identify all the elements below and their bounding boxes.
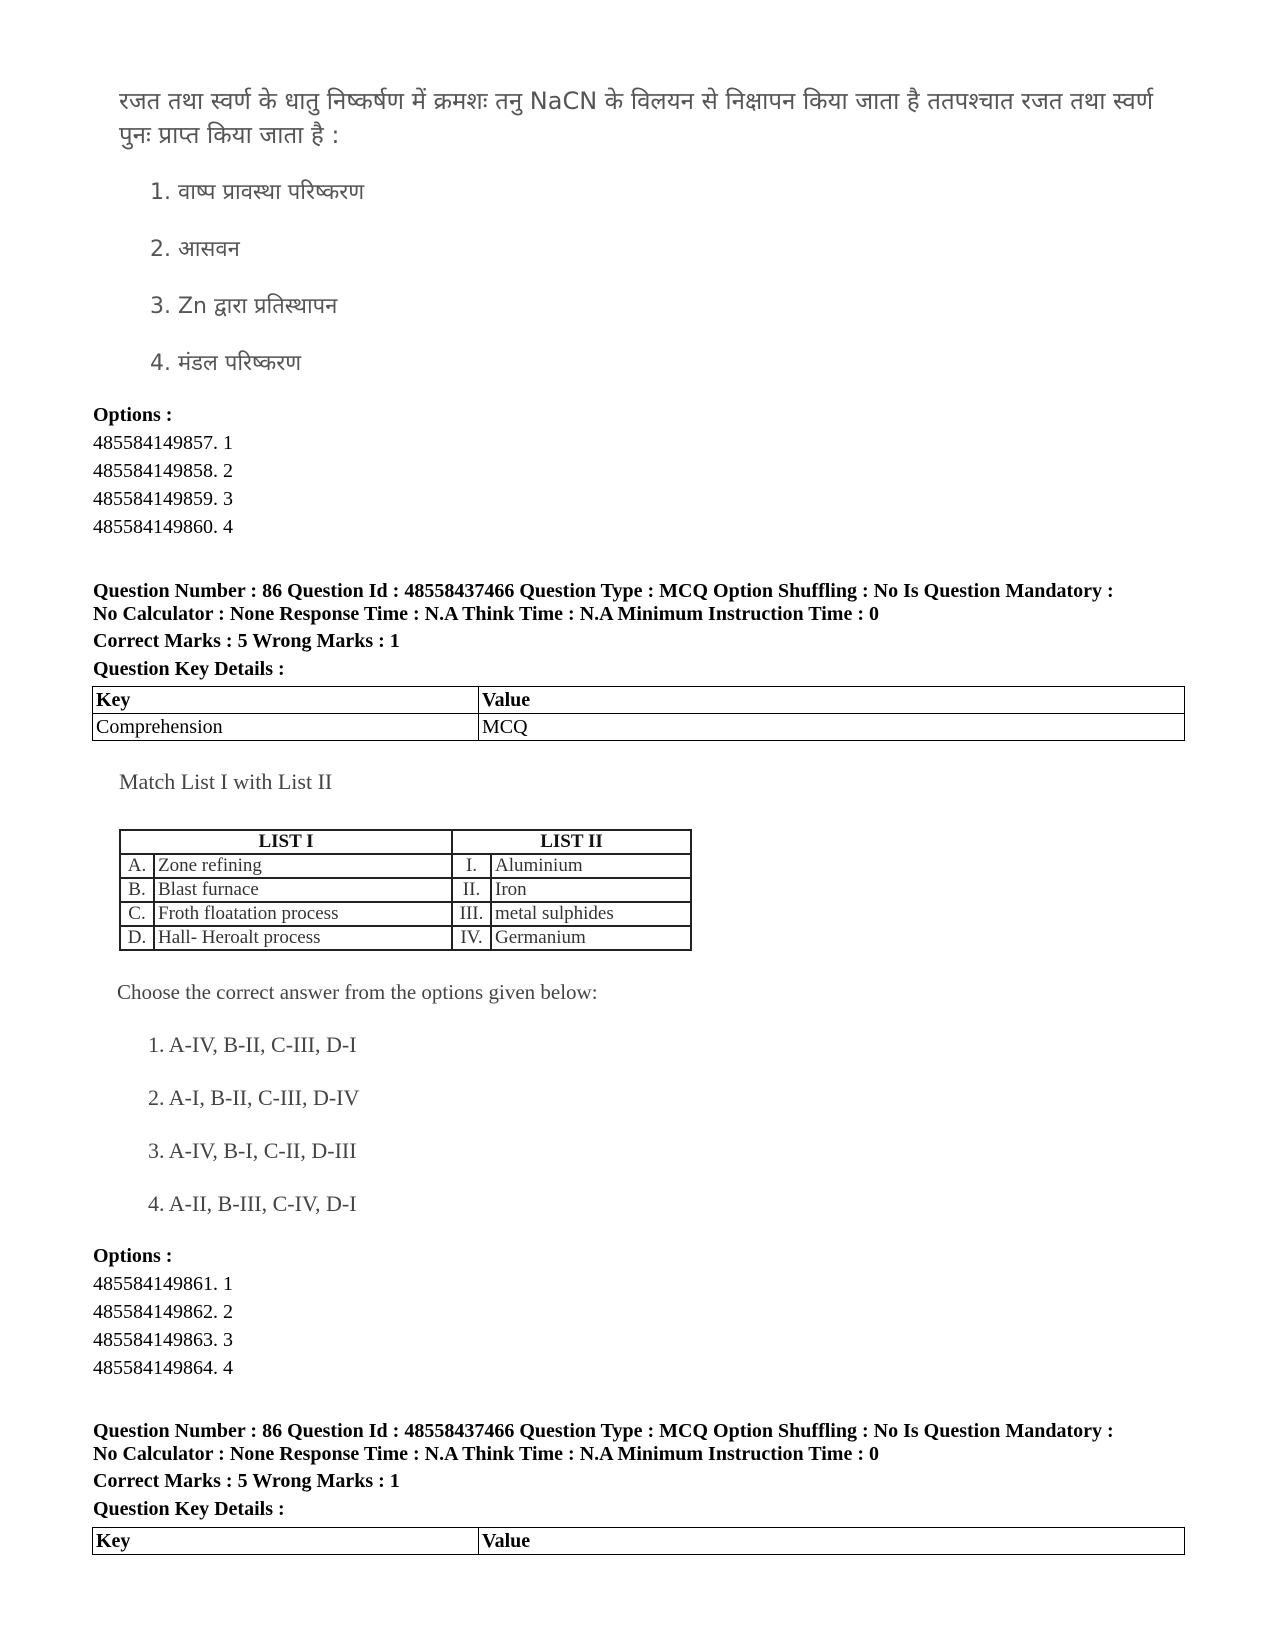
- option-id-line: 485584149858. 2: [93, 460, 233, 482]
- match-cell: metal sulphides: [491, 902, 691, 926]
- table-row: [93, 714, 1185, 741]
- table-header-value: Value: [479, 687, 1185, 714]
- match-row: [120, 902, 691, 926]
- key-details-label: Question Key Details :: [93, 658, 285, 680]
- option-id-line: 485584149860. 4: [93, 516, 233, 538]
- match-cell: Aluminium: [491, 854, 691, 878]
- match-cell: Germanium: [491, 926, 691, 950]
- table-header-row: [93, 1528, 1185, 1555]
- match-cell: I.: [452, 854, 491, 878]
- match-option-3: 3. A-IV, B-I, C-II, D-III: [148, 1138, 357, 1163]
- match-row: [120, 926, 691, 950]
- match-cell: Blast furnace: [154, 878, 452, 902]
- table-header-row: [93, 687, 1185, 714]
- table-header-key: Key: [93, 1528, 479, 1555]
- match-cell: II.: [452, 878, 491, 902]
- list-2-header: LIST II: [452, 830, 691, 854]
- options-label: Options :: [93, 404, 173, 426]
- match-cell: III.: [452, 902, 491, 926]
- match-option-2: 2. A-I, B-II, C-III, D-IV: [148, 1085, 360, 1110]
- match-cell: Iron: [491, 878, 691, 902]
- option-id-line: 485584149859. 3: [93, 488, 233, 510]
- question-meta-line-2: No Calculator : None Response Time : N.A Think Time : N.A Minimum Instruction Time : 0: [93, 1443, 879, 1465]
- hindi-option-4: 4. मंडल परिष्करण: [150, 351, 302, 376]
- hindi-option-3: 3. Zn द्वारा प्रतिस्थापन: [150, 294, 338, 319]
- match-cell: C.: [120, 902, 154, 926]
- match-cell: Hall- Heroalt process: [154, 926, 452, 950]
- hindi-option-2: 2. आसवन: [150, 237, 240, 262]
- question-meta: [93, 1420, 1203, 1466]
- option-id-line: 485584149862. 2: [93, 1301, 233, 1323]
- option-id-line: 485584149863. 3: [93, 1329, 233, 1351]
- option-id-line: 485584149857. 1: [93, 432, 233, 454]
- match-cell: A.: [120, 854, 154, 878]
- question-meta-line-1: Question Number : 86 Question Id : 48558437466 Question Type : MCQ Option Shuffling : No Is Question Mandatory :: [93, 1420, 1114, 1442]
- match-cell: B.: [120, 878, 154, 902]
- match-cell: D.: [120, 926, 154, 950]
- match-list-table: [119, 829, 692, 951]
- match-option-4: 4. A-II, B-III, C-IV, D-I: [148, 1191, 357, 1216]
- option-id-line: 485584149864. 4: [93, 1357, 233, 1379]
- match-option-1: 1. A-IV, B-II, C-III, D-I: [148, 1032, 357, 1057]
- match-cell: IV.: [452, 926, 491, 950]
- match-title: Match List I with List II: [119, 769, 333, 794]
- table-cell: Comprehension: [93, 714, 479, 741]
- match-row: [120, 878, 691, 902]
- hindi-option-1: 1. वाष्प प्रावस्था परिष्करण: [150, 180, 365, 205]
- table-cell: MCQ: [479, 714, 1185, 741]
- choose-instruction: Choose the correct answer from the options given below:: [117, 980, 598, 1004]
- marks-line: Correct Marks : 5 Wrong Marks : 1: [93, 630, 400, 652]
- key-details-table: [92, 686, 1185, 741]
- match-cell: Froth floatation process: [154, 902, 452, 926]
- hindi-question-text: रजत तथा स्वर्ण के धातु निष्कर्षण में क्रमशः तनु NaCN के विलयन से निक्षापन किया जाता है ततपश्चात रजत तथा स्वर्ण पुनः प्राप्त किया जाता है :: [119, 87, 1154, 149]
- list-1-header: LIST I: [120, 830, 452, 854]
- match-cell: Zone refining: [154, 854, 452, 878]
- question-meta-line-1: Question Number : 86 Question Id : 48558437466 Question Type : MCQ Option Shuffling : No Is Question Mandatory :: [93, 580, 1114, 602]
- table-header-key: Key: [93, 687, 479, 714]
- match-row: [120, 854, 691, 878]
- table-header-value: Value: [479, 1528, 1185, 1555]
- question-meta-line-2: No Calculator : None Response Time : N.A Think Time : N.A Minimum Instruction Time : 0: [93, 603, 879, 625]
- match-header-row: [120, 830, 691, 854]
- marks-line: Correct Marks : 5 Wrong Marks : 1: [93, 1470, 400, 1492]
- options-label: Options :: [93, 1245, 173, 1267]
- key-details-label: Question Key Details :: [93, 1498, 285, 1520]
- option-id-line: 485584149861. 1: [93, 1273, 233, 1295]
- key-details-table: [92, 1527, 1185, 1555]
- question-meta: [93, 580, 1203, 626]
